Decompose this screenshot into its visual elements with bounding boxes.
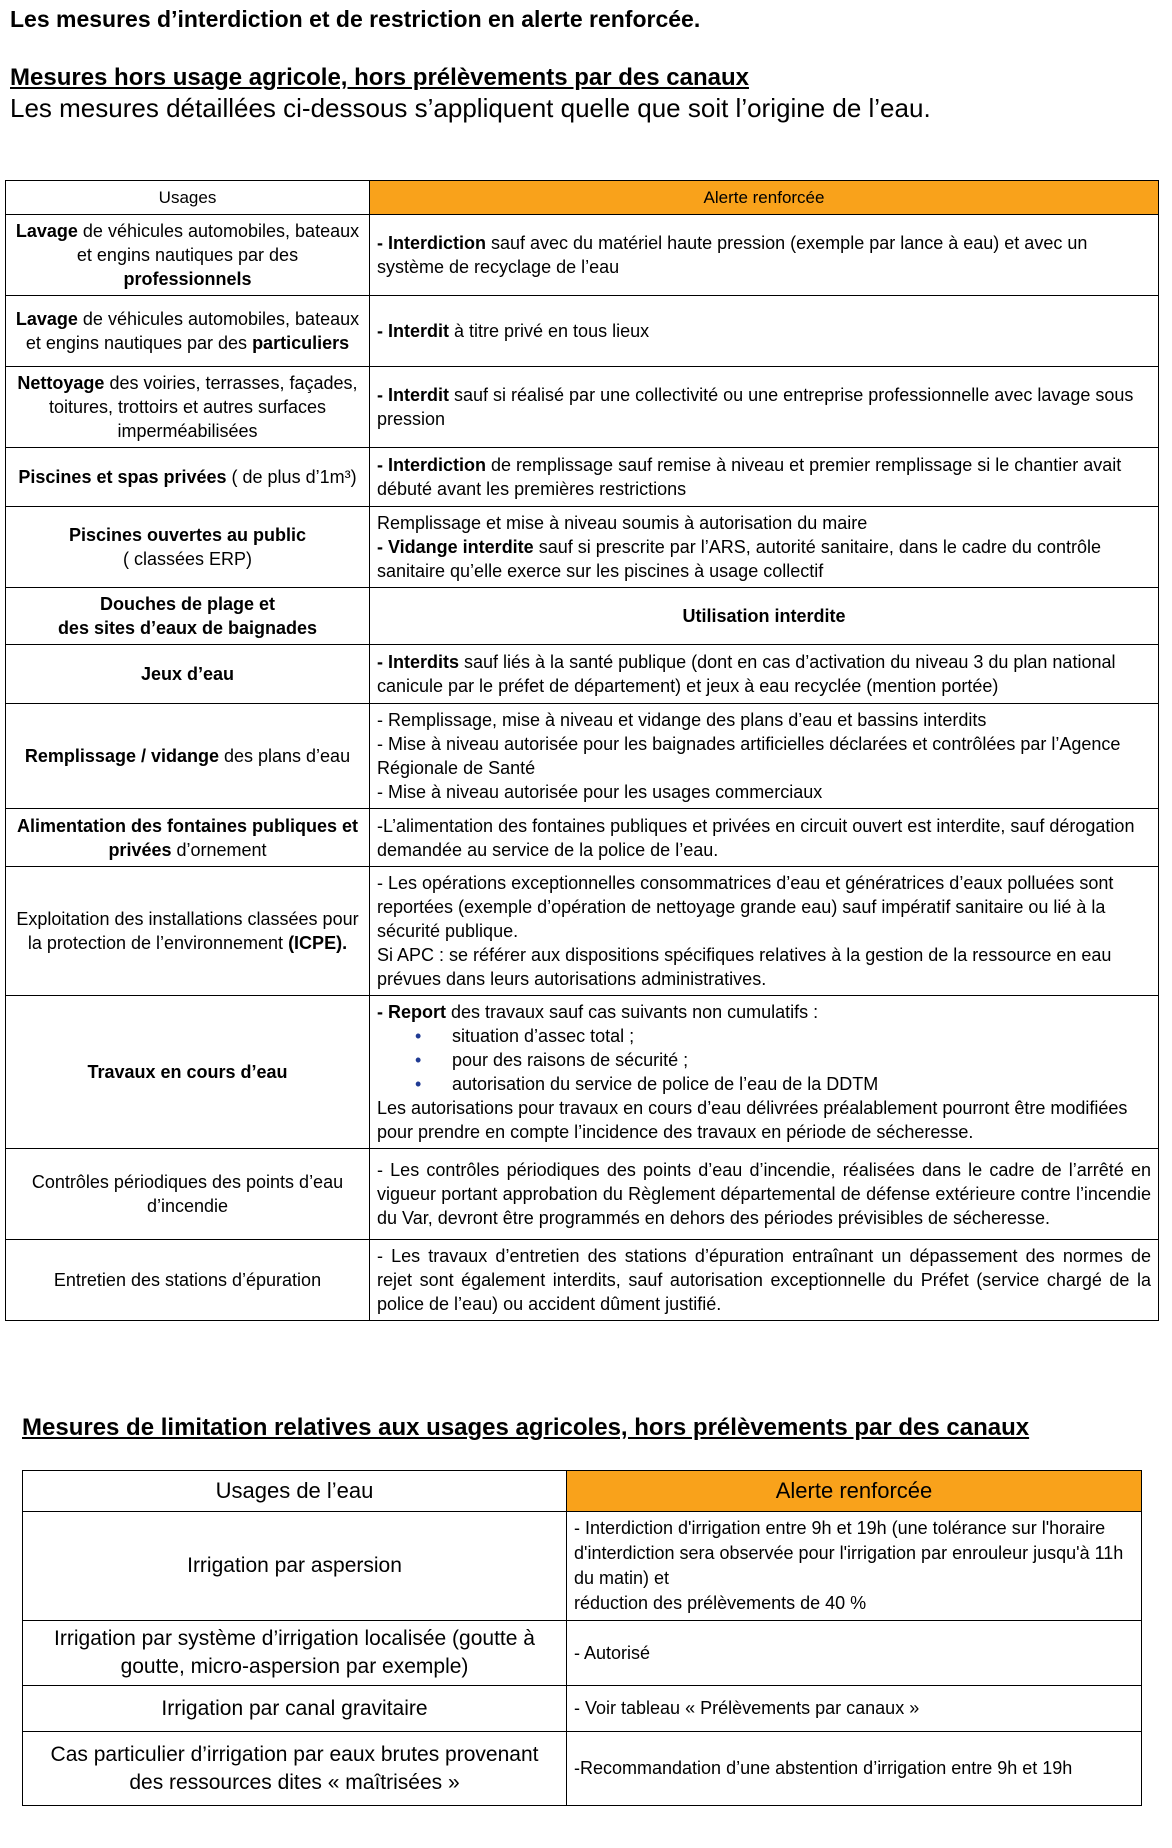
exceptions-list [377, 1024, 1151, 1096]
table-row [6, 296, 1159, 367]
usage-cell: Lavage de véhicules automobiles, bateaux et engins nautiques par des particuliers [6, 296, 370, 367]
measure-cell: - Voir tableau « Prélèvements par canaux » [567, 1686, 1142, 1732]
usage-cell: Irrigation par système d’irrigation localisée (goutte à goutte, micro-aspersion par exemple) [23, 1621, 567, 1686]
measure-cell: -Recommandation d’une abstention d’irrigation entre 9h et 19h [567, 1732, 1142, 1806]
list-item: • situation d’assec total ; [415, 1024, 1151, 1048]
measure-cell: Remplissage et mise à niveau soumis à autorisation du maire - Vidange interdite sauf si prescrite par l’ARS, autorité sanitaire, dans le cadre du contrôle sanitaire qu’elle exerce sur les piscines à usage collectif [370, 507, 1159, 588]
table-row [6, 448, 1159, 507]
measure-cell: - Interdit sauf si réalisé par une collectivité ou une entreprise professionnelle avec lavage sous pression [370, 367, 1159, 448]
table-row [23, 1732, 1142, 1806]
table-row [6, 996, 1159, 1149]
header-usages-eau: Usages de l’eau [23, 1471, 567, 1512]
table-row [6, 809, 1159, 867]
table-row [6, 645, 1159, 704]
measure-cell: - Interdiction sauf avec du matériel haute pression (exemple par lance à eau) et avec un système de recyclage de l’eau [370, 215, 1159, 296]
usage-cell: Piscines et spas privées ( de plus d’1m³) [6, 448, 370, 507]
usage-cell: Exploitation des installations classées pour la protection de l’environnement (ICPE). [6, 867, 370, 996]
table-row [6, 1240, 1159, 1321]
table-row [23, 1686, 1142, 1732]
measure-cell: - Interdits sauf liés à la santé publique (dont en cas d’activation du niveau 3 du plan national canicule par le préfet de département) et jeux à eau recyclée (mention portée) [370, 645, 1159, 704]
table-row [6, 867, 1159, 996]
table-header-row [6, 181, 1159, 215]
page-title: Les mesures d’interdiction et de restriction en alerte renforcée. [10, 6, 701, 32]
table-row [23, 1512, 1142, 1621]
measure-cell: - Autorisé [567, 1621, 1142, 1686]
usage-cell: Contrôles périodiques des points d’eau d’incendie [6, 1149, 370, 1240]
usage-cell: Alimentation des fontaines publiques et privées d’ornement [6, 809, 370, 867]
table-header-row [23, 1471, 1142, 1512]
non-agricultural-measures-table [5, 180, 1159, 1321]
header-usages: Usages [6, 181, 370, 215]
measure-cell: - Les travaux d’entretien des stations d’épuration entraînant un dépassement des normes de rejet sont également interdits, sauf autorisation exceptionnelle du Préfet (service chargé de la police de l’eau) ou accident dûment justifié. [370, 1240, 1159, 1321]
usage-cell: Travaux en cours d’eau [6, 996, 370, 1149]
section1-title: Mesures hors usage agricole, hors prélèvements par des canaux [10, 64, 749, 91]
usage-cell: Cas particulier d’irrigation par eaux brutes provenant des ressources dites « maîtrisées » [23, 1732, 567, 1806]
measure-cell: -L’alimentation des fontaines publiques et privées en circuit ouvert est interdite, sauf dérogation demandée au service de la police de l’eau. [370, 809, 1159, 867]
measure-cell: - Les contrôles périodiques des points d’eau d’incendie, réalisées dans le cadre de l’arrêté en vigueur portant approbation du Règlement départemental de défense extérieure contre l’incendie du Var, devront être programmés en dehors des périodes prévisibles de sécheresse. [370, 1149, 1159, 1240]
table-row [6, 1149, 1159, 1240]
table-row [6, 588, 1159, 645]
measure-cell: - Interdit à titre privé en tous lieux [370, 296, 1159, 367]
measure-cell: - Report des travaux sauf cas suivants non cumulatifs : • situation d’assec total ; • pour des raisons de sécurité ; • autorisation du service de police de l’eau de la DDTM Les autorisations pour travaux en cours d’eau délivrées préalablement pourront être modifiées pour prendre en compte l’incidence des travaux en période de sécheresse. [370, 996, 1159, 1149]
usage-cell: Entretien des stations d’épuration [6, 1240, 370, 1321]
section1-intro: Les mesures détaillées ci-dessous s’appliquent quelle que soit l’origine de l’eau. [10, 93, 931, 123]
table-row [6, 367, 1159, 448]
list-item: • pour des raisons de sécurité ; [415, 1048, 1151, 1072]
section2-title: Mesures de limitation relatives aux usages agricoles, hors prélèvements par des canaux [22, 1414, 1030, 1441]
usage-cell: Lavage de véhicules automobiles, bateaux et engins nautiques par des professionnels [6, 215, 370, 296]
header-alerte-renforcee: Alerte renforcée [370, 181, 1159, 215]
measure-cell: - Interdiction de remplissage sauf remise à niveau et premier remplissage si le chantier avait débuté avant les premières restrictions [370, 448, 1159, 507]
table-row [6, 507, 1159, 588]
list-item: • autorisation du service de police de l’eau de la DDTM [415, 1072, 1151, 1096]
table-row [6, 215, 1159, 296]
measure-cell: - Interdiction d'irrigation entre 9h et 19h (une tolérance sur l'horaire d'interdiction sera observée pour l'irrigation par enrouleur jusqu'à 11h du matin) et réduction des prélèvements de 40 % [567, 1512, 1142, 1621]
measure-cell: - Remplissage, mise à niveau et vidange des plans d’eau et bassins interdits - Mise à niveau autorisée pour les baignades artificielles déclarées et contrôlées par l’Agence Régionale de Santé - Mise à niveau autorisée pour les usages commerciaux [370, 704, 1159, 809]
usage-cell: Piscines ouvertes au public ( classées ERP) [6, 507, 370, 588]
measure-cell: - Les opérations exceptionnelles consommatrices d’eau et génératrices d’eaux polluées sont reportées (exemple d’opération de nettoyage grande eau) sauf impératif sanitaire ou lié à la sécurité publique. Si APC : se référer aux dispositions spécifiques relatives à la gestion de la ressource en eau prévues dans leurs autorisations administratives. [370, 867, 1159, 996]
table-row [6, 704, 1159, 809]
usage-cell: Nettoyage des voiries, terrasses, façades, toitures, trottoirs et autres surfaces imperméabilisées [6, 367, 370, 448]
agricultural-measures-table [22, 1470, 1142, 1806]
usage-cell: Irrigation par aspersion [23, 1512, 567, 1621]
usage-cell: Jeux d’eau [6, 645, 370, 704]
measure-cell: Utilisation interdite [370, 588, 1159, 645]
usage-cell: Remplissage / vidange des plans d’eau [6, 704, 370, 809]
table-row [23, 1621, 1142, 1686]
header-alerte-renforcee: Alerte renforcée [567, 1471, 1142, 1512]
usage-cell: Irrigation par canal gravitaire [23, 1686, 567, 1732]
usage-cell: Douches de plage et des sites d’eaux de baignades [6, 588, 370, 645]
